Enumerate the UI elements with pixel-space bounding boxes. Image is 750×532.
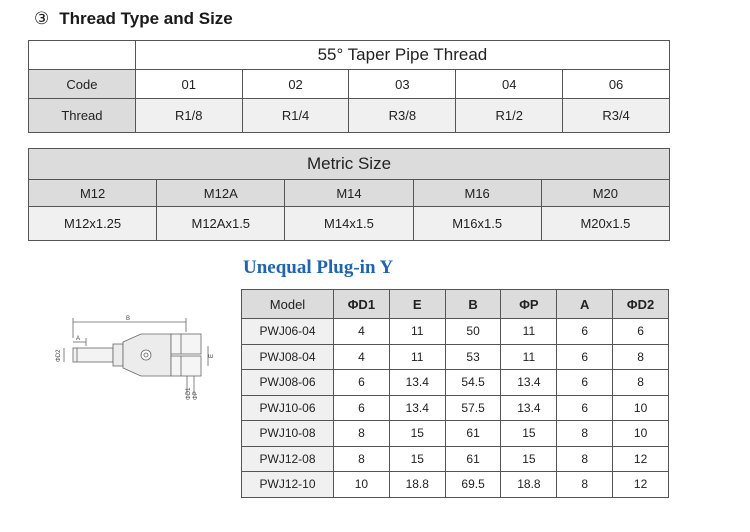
table-cell: 8 bbox=[557, 421, 613, 447]
table-row bbox=[242, 395, 669, 421]
model-cell: PWJ08-04 bbox=[242, 344, 334, 370]
header-d2: ΦD2 bbox=[613, 290, 669, 319]
code-cell: 01 bbox=[135, 70, 242, 99]
table-row bbox=[242, 319, 669, 345]
table-row bbox=[242, 344, 669, 370]
plug-in-y-drawing bbox=[46, 312, 226, 402]
table-cell: 6 bbox=[334, 370, 390, 396]
table-cell: 15 bbox=[501, 421, 557, 447]
thread-cell: R3/4 bbox=[563, 99, 670, 133]
table-cell: 12 bbox=[613, 446, 669, 472]
table-cell: 11 bbox=[389, 319, 445, 345]
metric-size-cell: M14 bbox=[285, 180, 413, 207]
table-cell: 50 bbox=[445, 319, 501, 345]
metric-size-cell: M12 bbox=[29, 180, 157, 207]
label-a: A bbox=[76, 336, 81, 342]
table-cell: 69.5 bbox=[445, 472, 501, 498]
table-cell: 57.5 bbox=[445, 395, 501, 421]
table-row bbox=[242, 472, 669, 498]
table-cell: 54.5 bbox=[445, 370, 501, 396]
model-cell: PWJ06-04 bbox=[242, 319, 334, 345]
table-cell: 61 bbox=[445, 446, 501, 472]
metric-pitch-cell: M20x1.5 bbox=[541, 207, 669, 241]
header-d1: ΦD1 bbox=[334, 290, 390, 319]
table-cell: 8 bbox=[334, 446, 390, 472]
model-cell: PWJ10-08 bbox=[242, 421, 334, 447]
table-cell: 13.4 bbox=[501, 370, 557, 396]
plug-stem bbox=[73, 348, 113, 362]
dimension-table bbox=[241, 289, 669, 498]
table-cell: 10 bbox=[613, 395, 669, 421]
header-a: A bbox=[557, 290, 613, 319]
taper-table-title: 55° Taper Pipe Thread bbox=[135, 41, 669, 70]
model-cell: PWJ08-06 bbox=[242, 370, 334, 396]
table-row bbox=[242, 370, 669, 396]
table-cell: 15 bbox=[389, 421, 445, 447]
label-d1: ΦD1 bbox=[186, 387, 192, 400]
table-cell: 4 bbox=[334, 344, 390, 370]
table-row bbox=[242, 421, 669, 447]
table-cell: 13.4 bbox=[389, 395, 445, 421]
metric-size-cell: M16 bbox=[413, 180, 541, 207]
label-d2: ΦD2 bbox=[56, 349, 62, 362]
table-cell: 8 bbox=[334, 421, 390, 447]
table-corner bbox=[29, 41, 136, 70]
section-title: Thread Type and Size bbox=[59, 9, 233, 28]
model-cell: PWJ12-08 bbox=[242, 446, 334, 472]
table-cell: 18.8 bbox=[389, 472, 445, 498]
table-cell: 13.4 bbox=[501, 395, 557, 421]
table-cell: 10 bbox=[334, 472, 390, 498]
header-p: ΦP bbox=[501, 290, 557, 319]
table-row bbox=[242, 446, 669, 472]
table-cell: 6 bbox=[557, 370, 613, 396]
table-cell: 11 bbox=[389, 344, 445, 370]
metric-size-table bbox=[28, 148, 670, 241]
table-cell: 6 bbox=[557, 395, 613, 421]
label-b: B bbox=[126, 316, 131, 322]
branch-upper bbox=[171, 334, 201, 354]
table-cell: 8 bbox=[557, 472, 613, 498]
code-cell: 03 bbox=[349, 70, 456, 99]
table-cell: 11 bbox=[501, 344, 557, 370]
model-cell: PWJ10-06 bbox=[242, 395, 334, 421]
table-cell: 8 bbox=[613, 370, 669, 396]
metric-pitch-cell: M12Ax1.5 bbox=[157, 207, 285, 241]
metric-pitch-cell: M16x1.5 bbox=[413, 207, 541, 241]
table-cell: 6 bbox=[334, 395, 390, 421]
section-heading bbox=[34, 9, 233, 29]
code-cell: 06 bbox=[563, 70, 670, 99]
thread-cell: R1/2 bbox=[456, 99, 563, 133]
header-model: Model bbox=[242, 290, 334, 319]
metric-size-cell: M20 bbox=[541, 180, 669, 207]
table-cell: 6 bbox=[613, 319, 669, 345]
table-cell: 15 bbox=[389, 446, 445, 472]
table-cell: 13.4 bbox=[389, 370, 445, 396]
table-cell: 8 bbox=[613, 344, 669, 370]
label-e: E bbox=[209, 353, 215, 358]
model-cell: PWJ12-10 bbox=[242, 472, 334, 498]
code-cell: 02 bbox=[242, 70, 349, 99]
thread-cell: R1/4 bbox=[242, 99, 349, 133]
metric-size-cell: M12A bbox=[157, 180, 285, 207]
metric-table-title: Metric Size bbox=[29, 149, 670, 180]
thread-cell: R3/8 bbox=[349, 99, 456, 133]
code-cell: 04 bbox=[456, 70, 563, 99]
product-title: Unequal Plug-in Y bbox=[243, 257, 394, 278]
table-cell: 53 bbox=[445, 344, 501, 370]
table-cell: 61 bbox=[445, 421, 501, 447]
header-e: E bbox=[389, 290, 445, 319]
table-cell: 12 bbox=[613, 472, 669, 498]
thread-cell: R1/8 bbox=[135, 99, 242, 133]
section-number: ③ bbox=[34, 9, 50, 28]
header-b: B bbox=[445, 290, 501, 319]
metric-pitch-cell: M12x1.25 bbox=[29, 207, 157, 241]
label-p: ΦP bbox=[193, 391, 199, 400]
branch-lower bbox=[171, 356, 201, 376]
table-cell: 10 bbox=[613, 421, 669, 447]
table-cell: 8 bbox=[557, 446, 613, 472]
table-cell: 4 bbox=[334, 319, 390, 345]
taper-thread-table bbox=[28, 40, 670, 133]
table-cell: 6 bbox=[557, 319, 613, 345]
table-cell: 11 bbox=[501, 319, 557, 345]
code-label: Code bbox=[29, 70, 136, 99]
thread-label: Thread bbox=[29, 99, 136, 133]
dimension-header-row bbox=[242, 290, 669, 319]
table-cell: 18.8 bbox=[501, 472, 557, 498]
table-cell: 6 bbox=[557, 344, 613, 370]
metric-pitch-cell: M14x1.5 bbox=[285, 207, 413, 241]
table-cell: 15 bbox=[501, 446, 557, 472]
